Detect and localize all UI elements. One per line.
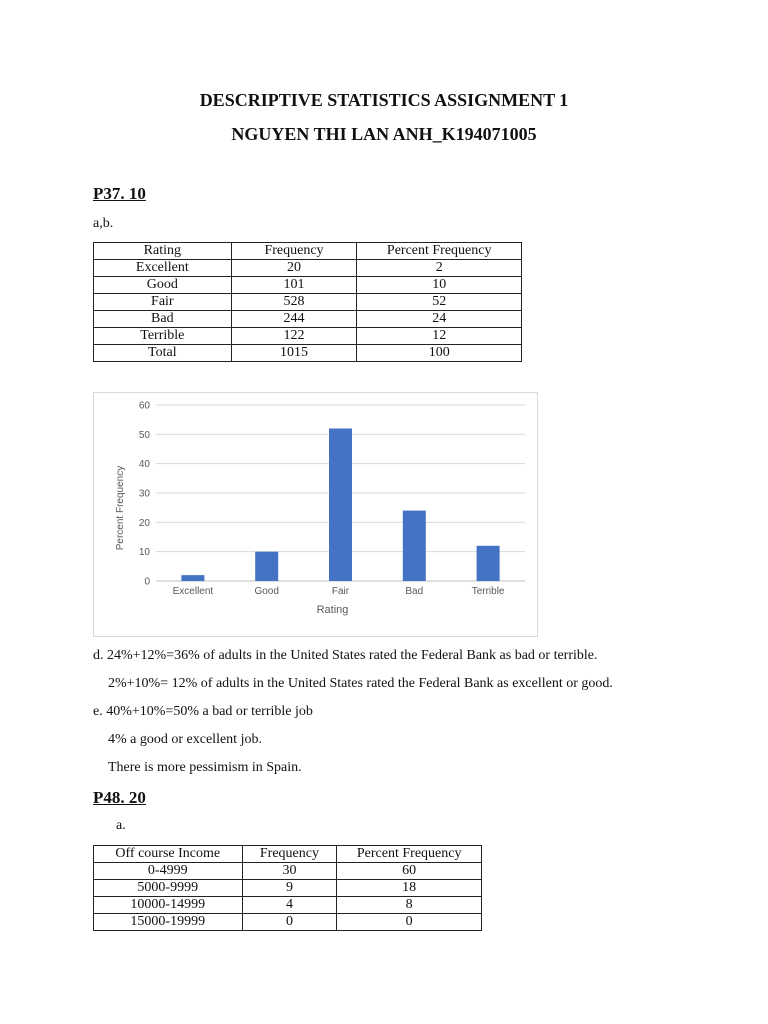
table-cell: 1015 [231, 345, 357, 362]
answer-e-line-2: 4% a good or excellent job. [108, 732, 262, 747]
table-cell: 24 [357, 311, 522, 328]
table-cell: 4 [242, 897, 337, 914]
chart-svg [94, 393, 537, 636]
answer-d-line-1: d. 24%+12%=36% of adults in the United States rated the Federal Bank as bad or terrible. [93, 648, 598, 663]
table-cell: 12 [357, 328, 522, 345]
table-cell: 2 [357, 260, 522, 277]
y-tick-label: 20 [138, 517, 150, 529]
y-axis-title: Percent Frequency [115, 465, 126, 551]
table-row [94, 294, 522, 311]
bar-bad [403, 511, 426, 581]
table-row [94, 914, 482, 931]
rating-bar-chart [93, 392, 538, 637]
y-tick-label: 50 [138, 429, 150, 441]
author-line: NGUYEN THI LAN ANH_K194071005 [231, 124, 537, 144]
column-header: Rating [94, 243, 232, 260]
answer-e-line-3: There is more pessimism in Spain. [108, 760, 302, 775]
bar-good [255, 552, 278, 581]
rating-table-header-row [94, 243, 522, 260]
table-row [94, 311, 522, 328]
table-cell: Bad [94, 311, 232, 328]
table-cell: 0-4999 [94, 863, 243, 880]
column-header: Frequency [242, 846, 337, 863]
table-cell: 52 [357, 294, 522, 311]
income-frequency-table [93, 845, 482, 931]
answer-e-line-1: e. 40%+10%=50% a bad or terrible job [93, 704, 313, 719]
x-tick-label: Fair [331, 586, 350, 597]
table-cell: 0 [337, 914, 482, 931]
bar-excellent [181, 575, 204, 581]
x-tick-label: Terrible [471, 586, 505, 597]
table-cell: 528 [231, 294, 357, 311]
table-row [94, 328, 522, 345]
table-cell: 10 [357, 277, 522, 294]
part-label-ab: a,b. [93, 216, 114, 231]
table-cell: Good [94, 277, 232, 294]
table-cell: 9 [242, 880, 337, 897]
table-cell: 15000-19999 [94, 914, 243, 931]
table-row [94, 345, 522, 362]
y-tick-label: 60 [138, 400, 150, 412]
column-header: Percent Frequency [337, 846, 482, 863]
table-cell: Total [94, 345, 232, 362]
table-row [94, 277, 522, 294]
bar-terrible [477, 546, 500, 581]
table-cell: Fair [94, 294, 232, 311]
table-cell: 60 [337, 863, 482, 880]
table-cell: Excellent [94, 260, 232, 277]
column-header: Off course Income [94, 846, 243, 863]
answer-d-line-2: 2%+10%= 12% of adults in the United States rated the Federal Bank as excellent or good. [108, 676, 613, 691]
y-tick-label: 0 [144, 576, 150, 588]
rating-frequency-table [93, 242, 522, 362]
table-row [94, 897, 482, 914]
table-row [94, 260, 522, 277]
x-tick-label: Excellent [172, 586, 214, 597]
part-label-a: a. [116, 818, 126, 833]
table-cell: 101 [231, 277, 357, 294]
table-cell: 8 [337, 897, 482, 914]
column-header: Percent Frequency [357, 243, 522, 260]
y-tick-label: 10 [138, 547, 150, 559]
table-cell: 0 [242, 914, 337, 931]
y-tick-label: 40 [138, 459, 150, 471]
x-tick-label: Bad [405, 586, 424, 597]
income-table-header-row [94, 846, 482, 863]
section-heading-p48: P48. 20 [93, 788, 146, 807]
bar-fair [329, 428, 352, 581]
table-cell: 244 [231, 311, 357, 328]
table-cell: 30 [242, 863, 337, 880]
table-cell: 100 [357, 345, 522, 362]
section-heading-p37: P37. 10 [93, 184, 146, 203]
table-cell: 20 [231, 260, 357, 277]
x-axis-title: Rating [316, 604, 349, 616]
document-title: DESCRIPTIVE STATISTICS ASSIGNMENT 1 [199, 90, 569, 110]
x-tick-label: Good [254, 586, 279, 597]
table-cell: 10000-14999 [94, 897, 243, 914]
table-cell: 5000-9999 [94, 880, 243, 897]
table-cell: Terrible [94, 328, 232, 345]
table-cell: 18 [337, 880, 482, 897]
y-tick-label: 30 [138, 488, 150, 500]
table-row [94, 880, 482, 897]
column-header: Frequency [231, 243, 357, 260]
table-cell: 122 [231, 328, 357, 345]
table-row [94, 863, 482, 880]
